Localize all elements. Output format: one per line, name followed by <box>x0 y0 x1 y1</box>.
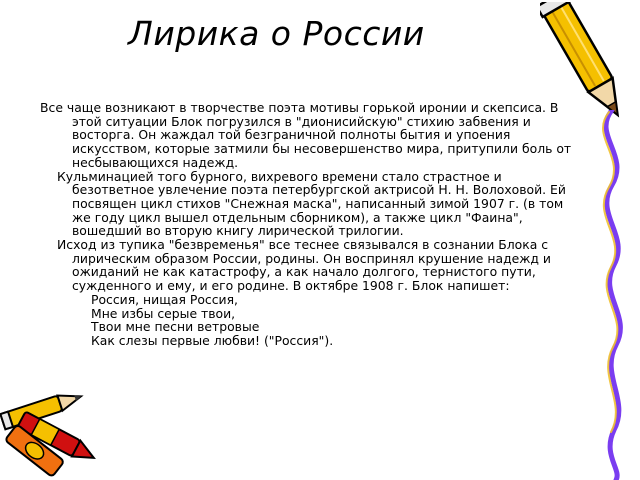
crayons-icon <box>0 380 110 480</box>
paragraph: Все чаще возникают в творчестве поэта мотивы горькой иронии и скепсиса. В этой ситуации Блок погрузился в "дионисийскую" стихию забвения и восторга. Он жаждал той безграничной полноты бытия и упоения искусством, которые затмили бы несовершенство мира, притупили боль от несбывающихся надежд. <box>40 100 572 170</box>
slide-title: Лирика о России <box>128 14 425 53</box>
paragraph: Кульминацией того бурного, вихревого времени стало страстное и безответное увлечение поэта петербургской актрисой Н. Н. Волоховой. Ей посвящен цикл стихов "Снежная маска", написанный зимой 1907 г. (в том же году цикл вышел отдельным сборником), а также цикл "Фаина", вошедший во вторую книгу лирической трилогии. <box>57 168 566 239</box>
body-text <box>40 101 585 348</box>
wavy-line <box>582 110 640 480</box>
poem-line: Россия, нищая Россия, <box>91 291 238 307</box>
poem-line: Мне избы серые твои, <box>91 305 236 321</box>
poem-line: Как слезы первые любви! ("Россия"). <box>91 332 334 348</box>
paragraph: Исход из тупика "безвременья" все теснее связывался в сознании Блока с лирическим образом России, родины. Он воспринял крушение надежд и ожиданий не как катастрофу, а как начало долгого, тернистого пути, сужденного и ему, и его родине. В октябре 1908 г. Блок напишет: <box>57 237 551 294</box>
poem-quote <box>40 293 585 348</box>
poem-line: Твои мне песни ветровые <box>91 319 260 335</box>
